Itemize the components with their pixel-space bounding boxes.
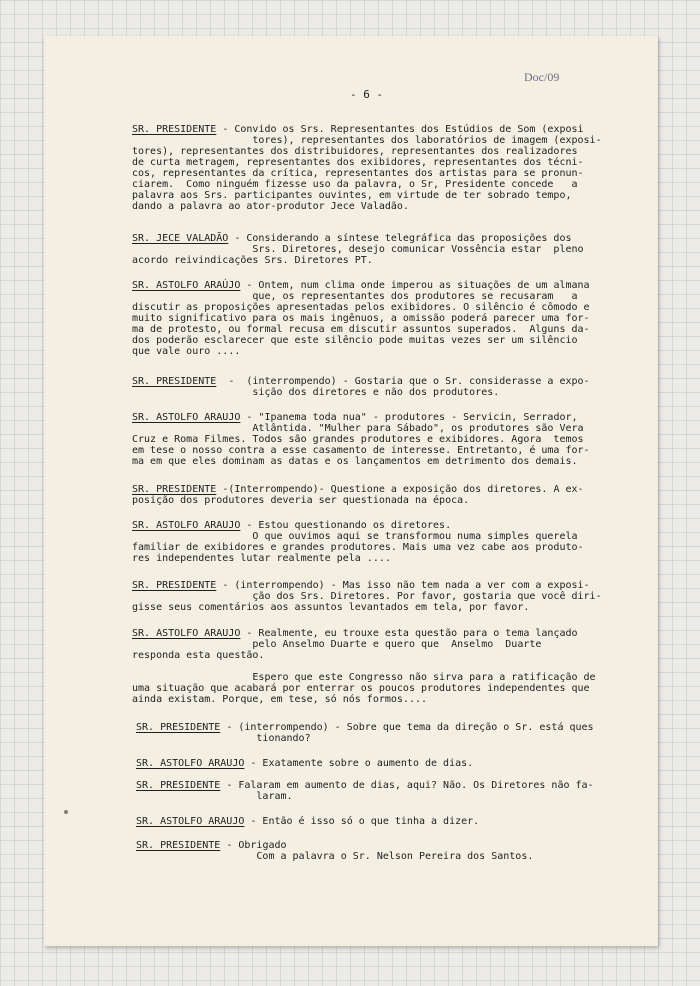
entry-text: Com a palavra o Sr. Nelson Pereira dos Santos. bbox=[136, 851, 534, 862]
speaker-name: SR. ASTOLFO ARAUJO bbox=[132, 520, 241, 531]
speaker-name: SR. PRESIDENTE bbox=[132, 376, 217, 387]
entry bbox=[132, 412, 590, 467]
speaker-name: SR. ASTOLFO ARAUJO bbox=[136, 816, 245, 827]
entry bbox=[136, 816, 479, 827]
speaker-name: SR. PRESIDENTE bbox=[136, 780, 221, 791]
speaker-name: SR. ASTOLFO ARAUJO bbox=[136, 758, 245, 769]
entry-first-line: - Então é isso só o que tinha a dizer. bbox=[244, 816, 480, 827]
entry bbox=[132, 520, 584, 564]
speaker-name: SR. PRESIDENTE bbox=[136, 722, 221, 733]
entry-text: sição dos diretores e não dos produtores. bbox=[132, 387, 500, 398]
entry-text: que, os representantes dos produtores se recusaram a discutir as proposições apresentadas pelos exibidores. O silêncio é cômodo e muito significativo para os mais ingênuos, a omissão poderá parecer uma for- ma de protesto, ou formal recusa em discutir assuntos superados. Alguns da- dos poderão esclarecer que este silêncio pode muitas vezes ser um silêncio que vale ouro .... bbox=[132, 291, 590, 357]
entry bbox=[132, 280, 590, 357]
entry-first-line: - Falaram em aumento de dias, aqui? Não. Os Diretores não fa- bbox=[220, 780, 594, 791]
speaker-name: SR. ASTOLFO ARAUJO bbox=[132, 628, 241, 639]
speaker-name: SR. ASTOLFO ARAUJO bbox=[132, 412, 241, 423]
speaker-name: SR. JECE VALADÃO bbox=[132, 233, 229, 244]
entry-text: pelo Anselmo Duarte e quero que Anselmo Duarte responda esta questão. Espero que este Congresso não sirva para a ratificação de uma situação que acabará por enterrar os poucos produtores independentes que ainda existam. Porque, em tese, só nós formos.... bbox=[132, 639, 596, 705]
speaker-name: SR. ASTOLFO ARAÚJO bbox=[132, 280, 241, 291]
entry-first-line: -(Interrompendo)- Questione a exposição dos diretores. A ex- bbox=[216, 484, 584, 495]
speaker-name: SR. PRESIDENTE bbox=[132, 124, 217, 135]
page-number: - 6 - bbox=[350, 88, 384, 101]
entry-first-line: - Ontem, num clima onde imperou as situações de um almana bbox=[240, 280, 590, 291]
entry-first-line: - Obrigado bbox=[220, 840, 287, 851]
speaker-name: SR. PRESIDENTE bbox=[136, 840, 221, 851]
entry bbox=[136, 722, 594, 744]
entry-first-line: - Realmente, eu trouxe esta questão para o tema lançado bbox=[240, 628, 578, 639]
entry-first-line: - (interrompendo) - Sobre que tema da direção o Sr. está ques bbox=[220, 722, 594, 733]
speaker-name: SR. PRESIDENTE bbox=[132, 484, 217, 495]
entry-first-line: - Exatamente sobre o aumento de dias. bbox=[244, 758, 474, 769]
entry-text: ção dos Srs. Diretores. Por favor, gostaria que você diri- gisse seus comentários aos assuntos levantados em tela, por favor. bbox=[132, 591, 602, 613]
entry-text: tionando? bbox=[136, 733, 311, 744]
entry bbox=[132, 376, 590, 398]
entry-first-line: - Considerando a síntese telegráfica das proposições dos bbox=[228, 233, 572, 244]
entry-first-line: - Convido os Srs. Representantes dos Estúdios de Som (exposi bbox=[216, 124, 584, 135]
entry-text: tores), representantes dos laboratórios de imagem (exposi- tores), representantes dos distribuidores, representantes dos realizadores de curta metragem, representantes dos exibidores, representantes dos técni- cos, representantes da crítica, representantes dos artistas para se pronun- ciarem. Como ninguém fizesse uso da palavra, o Sr, Presidente concede a palavra aos Srs. participantes ouvintes, em virtude de ter sobrado tempo, dando a palavra ao ator-produtor Jece Valadão. bbox=[132, 135, 602, 212]
entry-text: Srs. Diretores, desejo comunicar Vossência estar pleno acordo reivindicações Srs. Diretores PT. bbox=[132, 244, 584, 266]
entry-text: posição dos produtores deveria ser questionada na época. bbox=[132, 495, 470, 506]
document-page bbox=[44, 36, 658, 946]
entry bbox=[136, 780, 594, 802]
entry-first-line: - (interrompendo) - Gostaria que o Sr. considerasse a expo- bbox=[216, 376, 590, 387]
entry bbox=[132, 484, 584, 506]
entry-first-line: - "Ipanema toda nua" - produtores - Servicin, Serrador, bbox=[240, 412, 578, 423]
entry-text: Atlântida. "Mulher para Sábado", os produtores são Vera Cruz e Roma Filmes. Todos são grandes produtores e exibidores. Agora temos em tese o nosso contra a esse casamento de interesse. Entretanto, é uma for- ma em que eles dominam as datas e os lançamentos em detrimento dos demais. bbox=[132, 423, 590, 467]
punch-mark bbox=[64, 810, 68, 814]
entry bbox=[132, 580, 602, 613]
entry-text: laram. bbox=[136, 791, 293, 802]
entry bbox=[136, 840, 533, 862]
speaker-name: SR. PRESIDENTE bbox=[132, 580, 217, 591]
entry bbox=[132, 124, 602, 212]
entry-first-line: - Estou questionando os diretores. bbox=[240, 520, 452, 531]
document-reference: Doc/09 bbox=[524, 70, 560, 84]
entry bbox=[136, 758, 473, 769]
entry bbox=[132, 628, 596, 705]
entry-first-line: - (interrompendo) - Mas isso não tem nada a ver com a exposi- bbox=[216, 580, 590, 591]
entry bbox=[132, 233, 584, 266]
entry-text: O que ouvimos aqui se transformou numa simples querela familiar de exibidores e grandes produtores. Mais uma vez cabe aos produto- res independentes lutar realmente pela .... bbox=[132, 531, 584, 564]
